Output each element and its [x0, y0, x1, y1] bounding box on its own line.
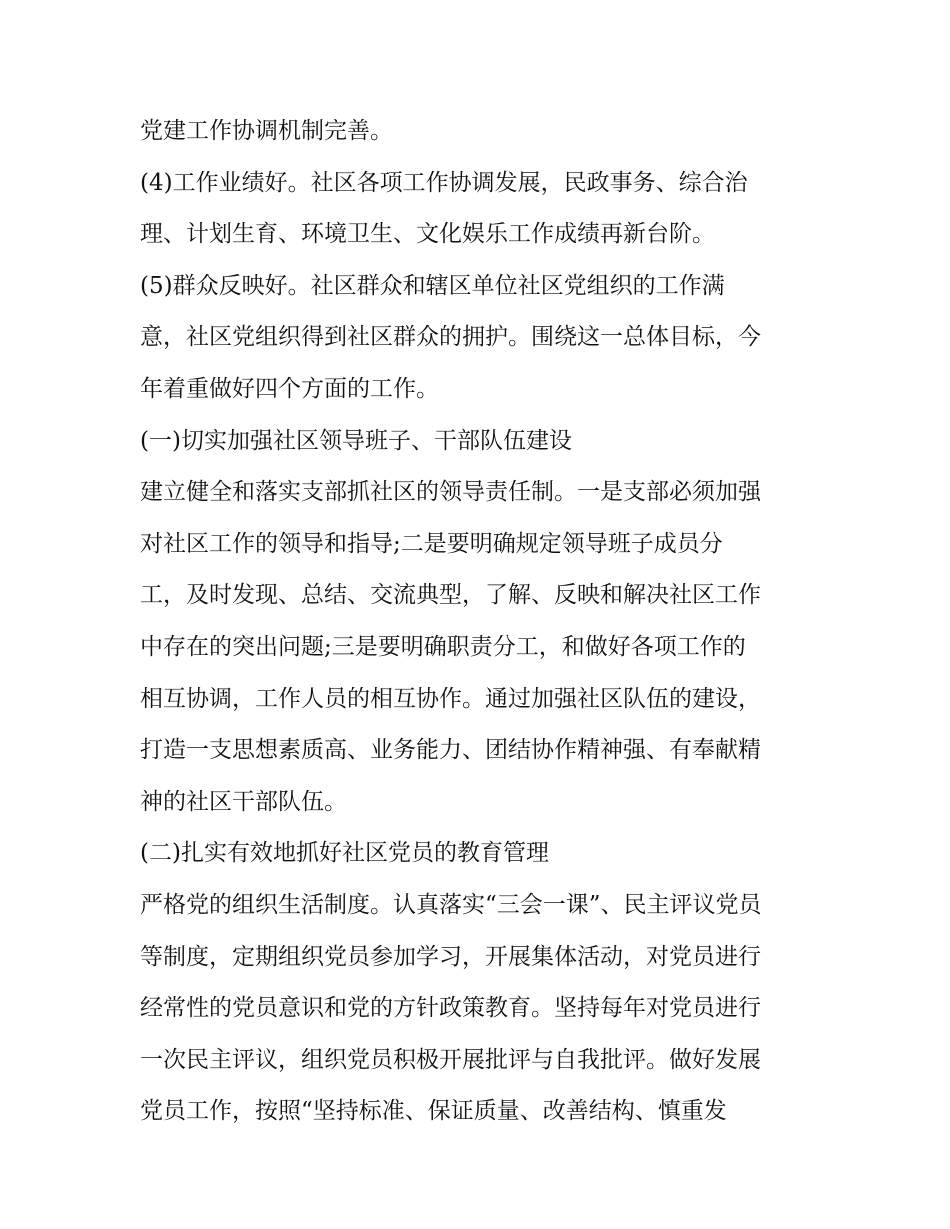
text-line: 严格党的组织生活制度。认真落实“三会一课”、民主评议党员 — [140, 891, 762, 918]
text-line: 神的社区干部队伍。 — [140, 788, 347, 815]
document-body — [140, 106, 820, 1138]
section-heading: (二)扎实有效地抓好社区党员的教育管理 — [140, 840, 549, 867]
text-line: 理、计划生育、环境卫生、文化娱乐工作成绩再新台阶。 — [140, 221, 715, 248]
text-line: (4)工作业绩好。社区各项工作协调发展，民政事务、综合治 — [140, 169, 748, 196]
text-line: 党员工作，按照“坚持标准、保证质量、改善结构、慎重发 — [140, 1098, 727, 1125]
text-line: 对社区工作的领导和指导;二是要明确规定领导班子成员分 — [140, 530, 723, 557]
text-line: 年着重做好四个方面的工作。 — [140, 375, 439, 402]
text-line: 建立健全和落实支部抓社区的领导责任制。一是支部必须加强 — [140, 479, 761, 506]
section-heading: (一)切实加强社区领导班子、干部队伍建设 — [140, 427, 572, 454]
text-line: 打造一支思想素质高、业务能力、团结协作精神强、有奉献精 — [140, 737, 761, 764]
text-line: 意，社区党组织得到社区群众的拥护。围绕这一总体目标，今 — [140, 324, 761, 351]
text-line: 相互协调，工作人员的相互协作。通过加强社区队伍的建设， — [140, 685, 761, 712]
text-line: 一次民主评议，组织党员积极开展批评与自我批评。做好发展 — [140, 1046, 761, 1073]
text-line: 中存在的突出问题;三是要明确职责分工，和做好各项工作的 — [140, 633, 746, 660]
text-line: 党建工作协调机制完善。 — [140, 118, 393, 144]
text-line: 等制度，定期组织党员参加学习，开展集体活动，对党员进行 — [140, 943, 761, 970]
text-line: 经常性的党员意识和党的方针政策教育。坚持每年对党员进行 — [140, 995, 761, 1022]
text-line: (5)群众反映好。社区群众和辖区单位社区党组织的工作满 — [140, 272, 725, 299]
text-line: 工，及时发现、总结、交流典型，了解、反映和解决社区工作 — [140, 582, 761, 609]
